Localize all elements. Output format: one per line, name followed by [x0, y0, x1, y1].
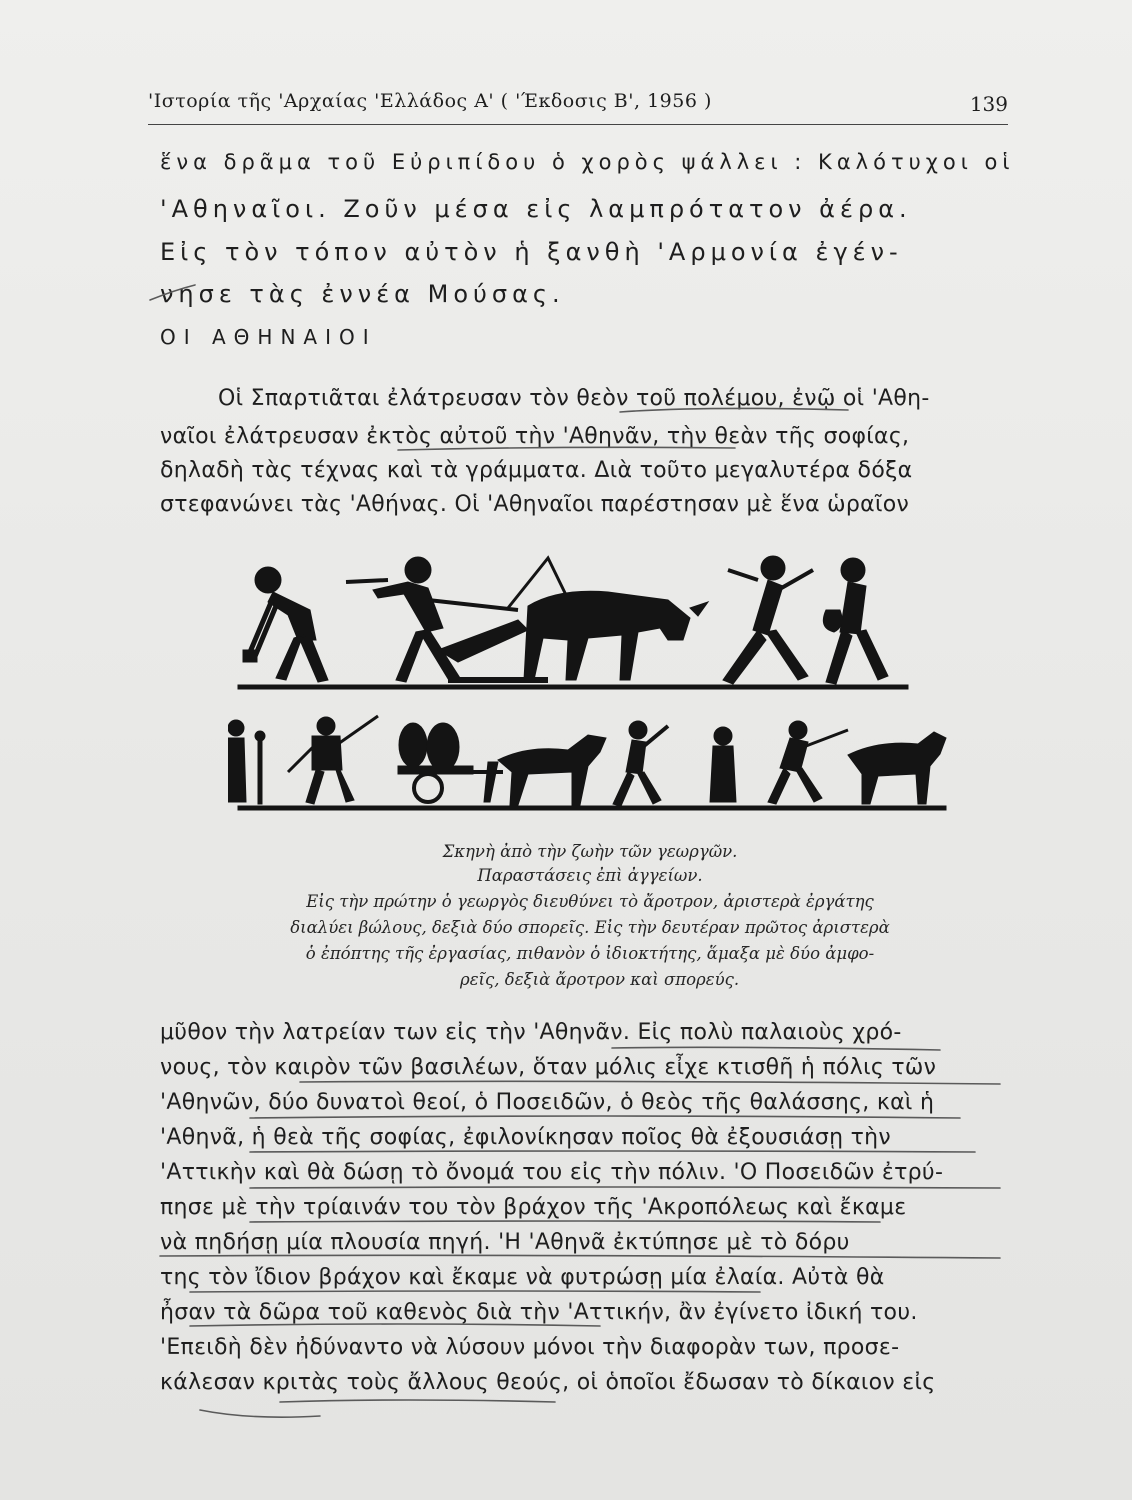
- pencil-underline: [250, 1116, 960, 1118]
- pencil-underline: [160, 1255, 1000, 1258]
- paragraph-line: νὰ πηδήσῃ μία πλουσία πηγή. 'Η 'Αθηνᾶ ἐκτύπησε μὲ τὸ δόρυ: [160, 1230, 850, 1255]
- caption-line: Εἰς τὴν πρώτην ὁ γεωργὸς διευθύνει τὸ ἄροτρον, ἀριστερὰ ἐργάτης: [306, 892, 874, 911]
- paragraph-line: στεφανώνει τὰς 'Αθήνας. Οἱ 'Αθηναῖοι παρέστησαν μὲ ἕνα ὡραῖον: [160, 492, 910, 517]
- paragraph-line: 'Αττικὴν καὶ θὰ δώσῃ τὸ ὄνομά του εἰς τὴν πόλιν. 'Ο Ποσειδῶν ἐτρύ-: [160, 1160, 944, 1185]
- caption-line: ὁ ἐπόπτης τῆς ἐργασίας, πιθανὸν ὁ ἰδιοκτήτης, ἅμαξα μὲ δύο ἀμφο-: [305, 944, 875, 963]
- paragraph-line: δηλαδὴ τὰς τέχνας καὶ τὰ γράμματα. Διὰ τοῦτο μεγαλυτέρα δόξα: [160, 458, 913, 483]
- verse-line: νησε τὰς ἐννέα Μούσας.: [160, 280, 565, 308]
- paragraph-line: νους, τὸν καιρὸν τῶν βασιλέων, ὅταν μόλις εἶχε κτισθῆ ἡ πόλις τῶν: [160, 1055, 937, 1080]
- verse-line: ἕνα δρᾶμα τοῦ Εὐριπίδου ὁ χορὸς ψάλλει : Καλότυχοι οἱ: [160, 150, 1015, 174]
- paragraph-line: 'Αθηνᾶ, ἡ θεὰ τῆς σοφίας, ἐφιλονίκησαν ποῖος θὰ ἐξουσιάσῃ τὴν: [160, 1125, 891, 1150]
- pencil-underline: [250, 1187, 1000, 1188]
- verse-line: Εἰς τὸν τόπον αὐτὸν ἡ ξανθὴ 'Αρμονία ἐγέν-: [160, 238, 903, 266]
- pencil-underline: [612, 1047, 940, 1050]
- paragraph-line: μῦθον τὴν λατρείαν των εἰς τὴν 'Αθηνᾶν. Εἰς πολὺ παλαιοὺς χρό-: [160, 1020, 902, 1045]
- paragraph-line: πησε μὲ τὴν τρίαινάν του τὸν βράχον τῆς 'Ακροπόλεως καὶ ἔκαμε: [160, 1195, 907, 1220]
- pencil-mark: [150, 285, 195, 300]
- pencil-underline: [250, 1221, 880, 1222]
- paragraph-line: της τὸν ἴδιον βράχον καὶ ἔκαμε νὰ φυτρώσῃ μία ἐλαία. Αὐτὰ θὰ: [160, 1265, 885, 1290]
- caption-line: διαλύει βώλους, δεξιὰ δύο σπορεῖς. Εἰς τὴν δευτέραν πρῶτος ἀριστερὰ: [290, 918, 890, 937]
- paragraph-line: ναῖοι ἐλάτρευσαν ἐκτὸς αὐτοῦ τὴν 'Αθηνᾶν, τὴν θεὰν τῆς σοφίας,: [160, 424, 910, 449]
- caption-line: ρεῖς, δεξιὰ ἄροτρον καὶ σπορεύς.: [460, 970, 740, 989]
- pencil-underline: [300, 1081, 1000, 1084]
- paragraph-line: 'Αθηνῶν, δύο δυνατοὶ θεοί, ὁ Ποσειδῶν, ὁ θεὸς τῆς θαλάσσης, καὶ ἡ: [160, 1090, 935, 1115]
- paragraph-line: 'Επειδὴ δὲν ἠδύναντο νὰ λύσουν μόνοι τὴν διαφορὰν των, προσε-: [160, 1335, 900, 1360]
- verse-line: 'Αθηναῖοι. Ζοῦν μέσα εἰς λαμπρότατον ἀέρα.: [160, 195, 912, 223]
- pencil-underline: [280, 1400, 555, 1402]
- pencil-underline: [250, 1151, 975, 1152]
- pencil-underline: [190, 1324, 600, 1326]
- caption-title: Σκηνὴ ἀπὸ τὴν ζωὴν τῶν γεωργῶν.: [442, 842, 738, 861]
- pencil-underline: [398, 447, 735, 450]
- pencil-underline: [620, 408, 848, 412]
- paragraph-line: Οἱ Σπαρτιᾶται ἐλάτρευσαν τὸν θεὸν τοῦ πολέμου, ἐνῷ οἱ 'Αθη-: [218, 386, 930, 411]
- running-title: 'Ιστορία τῆς 'Αρχαίας 'Ελλάδος Α' ( 'Έκδοσις Β', 1956 ): [148, 90, 712, 112]
- paragraph-line: κάλεσαν κριτὰς τοὺς ἄλλους θεούς, οἱ ὁποῖοι ἔδωσαν τὸ δίκαιον εἰς: [160, 1370, 936, 1395]
- page-number: 139: [969, 92, 1008, 116]
- paragraph-line: ἦσαν τὰ δῶρα τοῦ καθενὸς διὰ τὴν 'Αττικήν, ἂν ἐγίνετο ἰδική του.: [160, 1300, 918, 1325]
- section-heading: ΟΙ ΑΘΗΝΑΙΟΙ: [160, 325, 377, 349]
- pencil-underline: [190, 1291, 760, 1292]
- pencil-mark: [200, 1410, 320, 1417]
- caption-subtitle: Παραστάσεις ἐπὶ ἀγγείων.: [477, 866, 703, 885]
